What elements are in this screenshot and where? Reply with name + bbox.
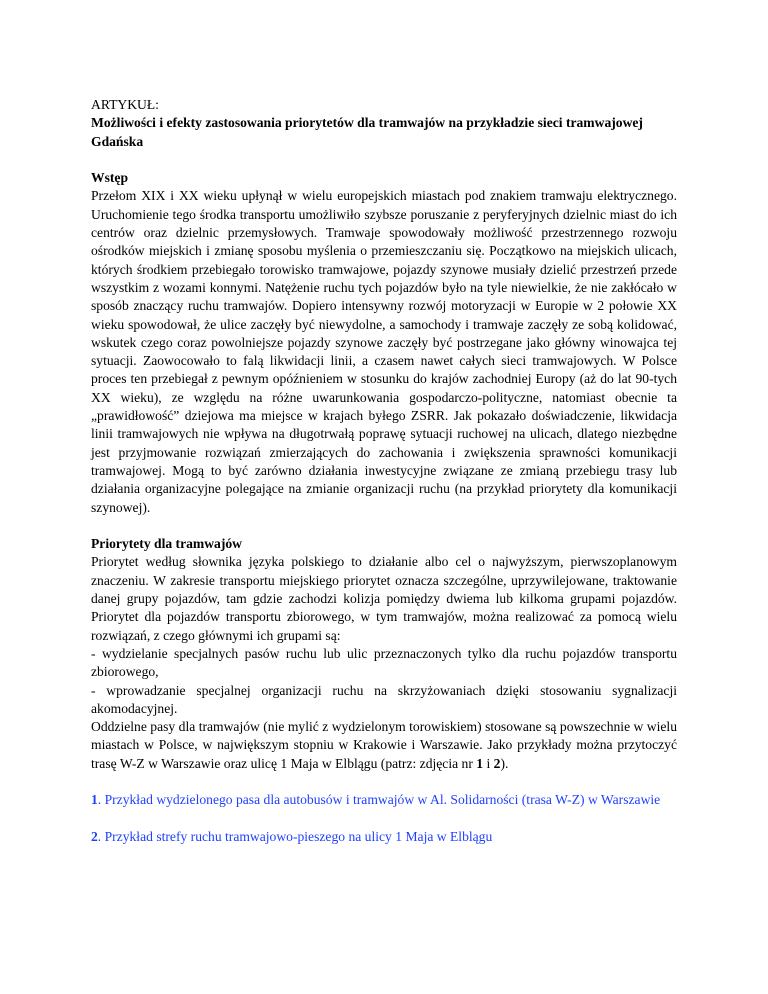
spacer [91,151,677,169]
paragraph-text: i [483,755,494,771]
caption-text: . Przykład strefy ruchu tramwajowo-pieszego na ulicy 1 Maja w Elblągu [97,828,493,844]
priorities-heading: Priorytety dla tramwajów [91,536,242,552]
photo-ref-2: 2 [493,755,501,771]
paragraph-text: ). [500,755,509,771]
photo-ref-1: 1 [476,755,484,771]
intro-paragraph: Przełom XIX i XX wieku upłynął w wielu europejskich miastach pod znakiem tramwaju elektrycznego. Uruchomienie tego środka transportu umożliwiło szybsze poruszanie z peryferyjnych dzielnic miast do ich centrów oraz dzielnic przemysłowych. Tramwaje spowodowały możliwość przestrzennego rozwoju ośrodków miejskich i zmianę sposobu myślenia o przemieszczaniu się. Początkowo na miejskich ulicach, których środkiem przebiegało torowisko tramwajowe, pojazdy szynowe musiały dzielić przestrzeń przede wszystkim z wozami konnymi. Natężenie ruchu tych pojazdów było na tyle niewielkie, że nie zakłócało w sposób znaczący ruchu tramwajów. Dopiero intensywny rozwój motoryzacji w Europie w 2 połowie XX wieku spowodował, że ulice zaczęły być niewydolne, a samochody i tramwaje zaczęły ze sobą kolidować, wskutek czego coraz powolniejsze pojazdy szynowe zaczęły być postrzegane jako główny winowajca tej sytuacji. Zaowocowało to falą likwidacji linii, a czasem nawet całych sieci tramwajowych. W Polsce proces ten przebiegał z pewnym opóźnieniem w stosunku do krajów zachodniej Europy (aż do lat 90-tych XX wieku), ze względu na różne uwarunkowania gospodarczo-polityczne, natomiast obecnie ta „prawidłowość” dziejowa ma miejsce w krajach byłego ZSRR. Jak pokazało doświadczenie, likwidacja linii tramwajowych nie wpływa na długotrwałą poprawę sytuacji ruchowej na ulicach, dlatego niezbędne jest przyjmowanie rozwiązań zmierzających do zachowania i zwiększenia sprawności komunikacji tramwajowej. Mogą to być zarówno działania inwestycyjne związane ze zmianą przebiegu trasy lub działania organizacyjne polegające na zmianie organizacji ruchu (na przykład priorytety dla komunikacji szynowej). [91,188,677,515]
caption-number: 1 [91,792,98,808]
intro-heading: Wstęp [91,170,129,186]
caption-text: . Przykład wydzielonego pasa dla autobusów i tramwajów w Al. Solidarności (trasa W-Z) w Warszawie [97,792,661,808]
article-page [91,96,677,846]
spacer [91,517,677,535]
photo-caption-2[interactable] [91,828,677,846]
article-label: ARTYKUŁ: [91,97,159,112]
priorities-paragraph: Priorytet według słownika języka polskiego to działanie albo cel o najwyższym, pierwszoplanowym znaczeniu. W zakresie transportu miejskiego priorytet oznacza szczególne, uprzywilejowane, traktowanie danej grupy pojazdów, tam gdzie zachodzi kolizja pomiędzy dwiema lub kilkoma grupami pojazdów. Priorytet dla pojazdów transportu zbiorowego, w tym tramwajów, można realizować za pomocą wielu rozwiązań, z czego głównymi ich grupami są: [91,554,677,643]
priorities-paragraph-2 [91,718,677,773]
caption-number: 2 [91,828,98,844]
spacer [91,810,677,828]
photo-caption-1[interactable] [91,791,677,809]
list-item: - wprowadzanie specjalnej organizacji ruchu na skrzyżowaniach dzięki stosowaniu sygnalizacji akomodacyjnej. [91,682,677,716]
list-item: - wydzielanie specjalnych pasów ruchu lub ulic przeznaczonych tylko dla ruchu pojazdów transportu zbiorowego, [91,645,677,680]
article-title: Możliwości i efekty zastosowania priorytetów dla tramwajów na przykładzie sieci tramwajowej Gdańska [91,115,643,149]
paragraph-text: Oddzielne pasy dla tramwajów (nie mylić z wydzielonym torowiskiem) stosowane są powszechnie w wielu miastach w Polsce, w największym stopniu w Krakowie i Warszawie. Jako przykłady można przytoczyć trasę W-Z w Warszawie oraz ulicę 1 Maja w Elblągu (patrz: zdjęcia nr [91,719,677,771]
spacer [91,773,677,791]
